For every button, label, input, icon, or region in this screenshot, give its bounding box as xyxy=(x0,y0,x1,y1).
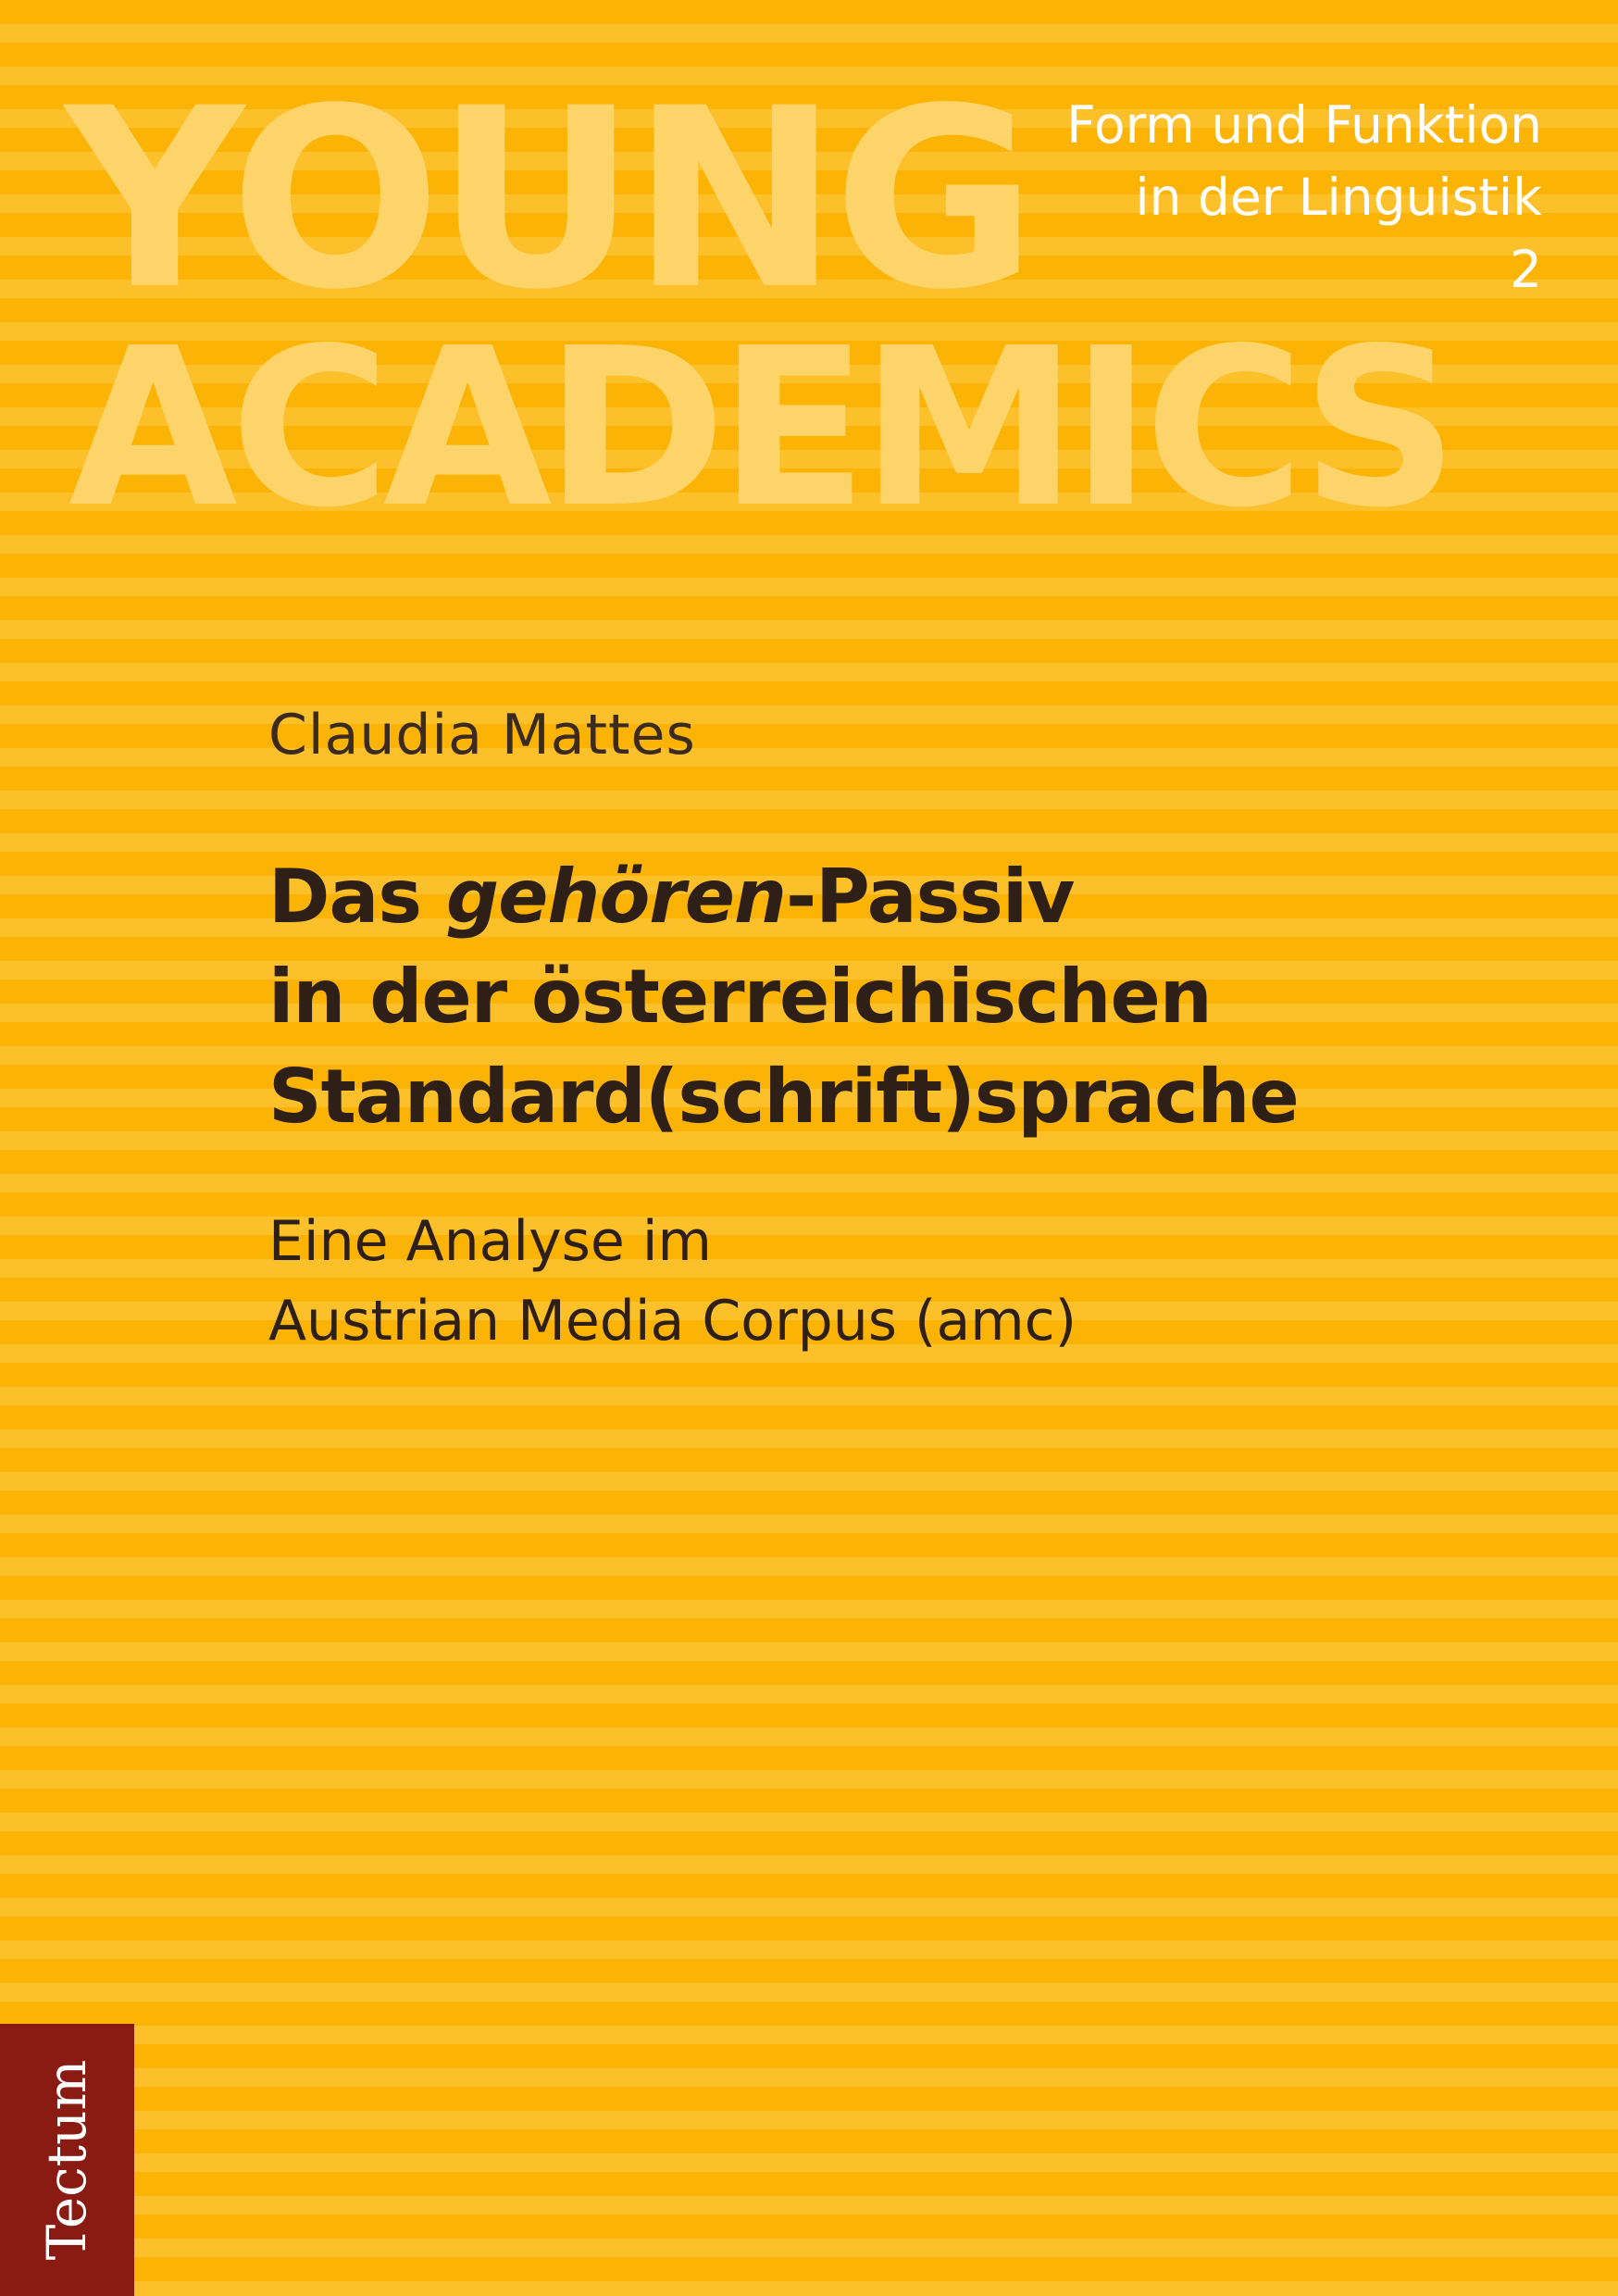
publisher-logo xyxy=(0,2024,134,2296)
title-line-1-prefix: Das xyxy=(268,854,446,940)
subtitle-line-1: Eine Analyse im xyxy=(268,1209,712,1274)
series-title-line-1: Form und Funktion xyxy=(1066,95,1542,155)
title-line-1-suffix: -Passiv xyxy=(785,854,1075,940)
book-title xyxy=(268,847,1299,1147)
brand-word-young: YOUNG xyxy=(65,56,1032,344)
series-info xyxy=(1066,89,1542,306)
book-subtitle xyxy=(268,1202,1077,1361)
title-line-2: in der österreichischen xyxy=(268,954,1212,1040)
series-title-line-2: in der Linguistik xyxy=(1135,168,1542,227)
subtitle-line-2: Austrian Media Corpus (amc) xyxy=(268,1289,1077,1354)
brand-word-academics: ACADEMICS xyxy=(68,301,1451,555)
publisher-name: Tectum xyxy=(35,2059,98,2261)
title-line-1 xyxy=(268,847,1299,947)
title-line-1-emphasis: gehören xyxy=(445,854,786,940)
author-name: Claudia Mattes xyxy=(268,703,696,767)
title-line-3: Standard(schrift)sprache xyxy=(268,1054,1299,1140)
series-number: 2 xyxy=(1510,240,1542,299)
